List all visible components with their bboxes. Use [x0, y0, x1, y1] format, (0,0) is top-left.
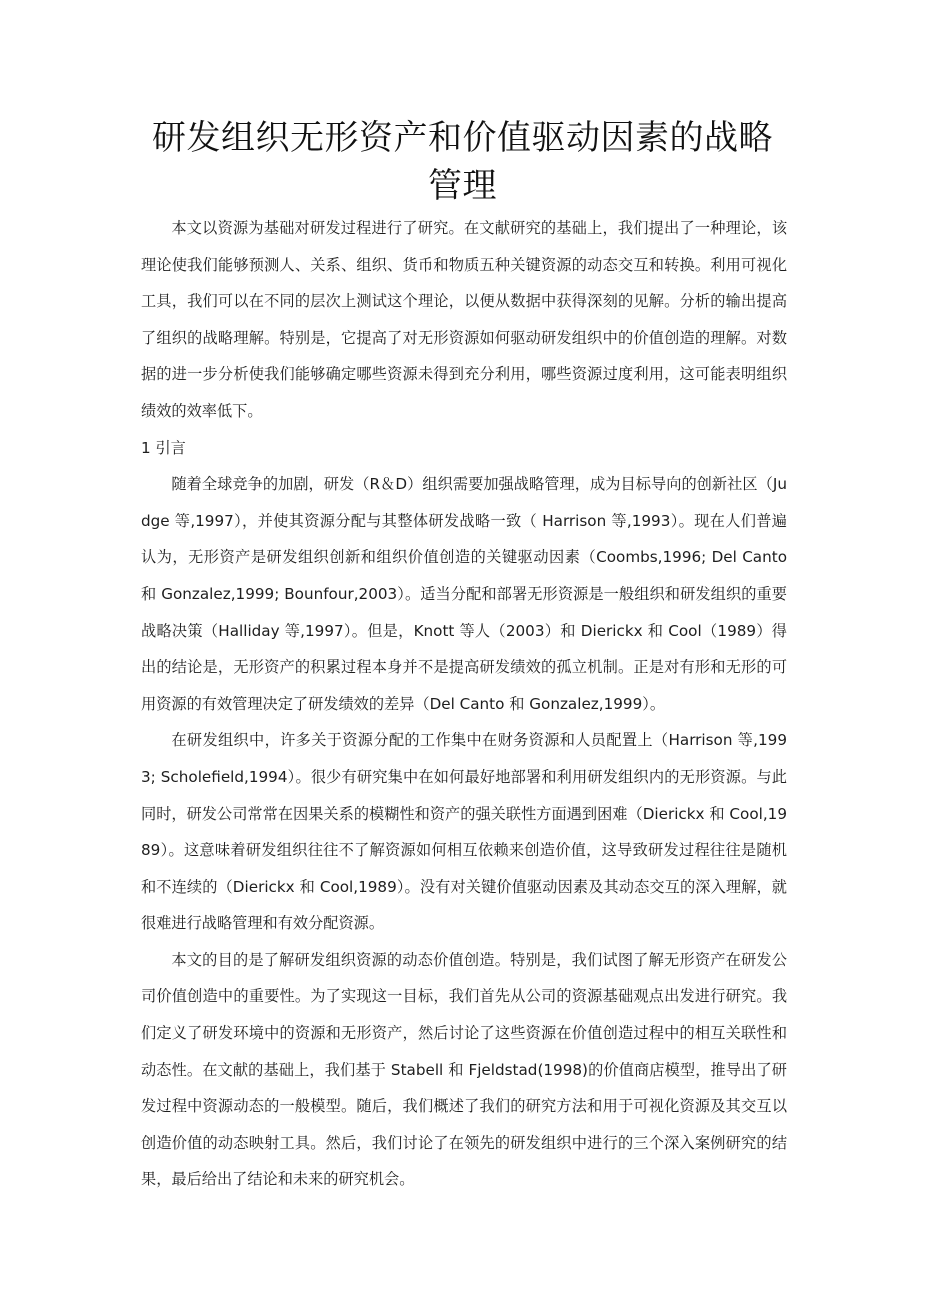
intro-paragraph-2: 在研发组织中，许多关于资源分配的工作集中在财务资源和人员配置上（Harrison 等,1993; Scholefield,1994）。很少有研究集中在如何最好地部署和利用研发组织内的无形资源。与此同时，研发公司常常在因果关系的模糊性和资产的强关联性方面遇到困难（Dierickx 和 Cool,1989）。这意味着研发组织往往不了解资源如何相互依赖来创造价值，这导致研发过程往往是随机和不连续的（Dierickx 和 Cool,1989）。没有对关键价值驱动因素及其动态交互的深入理解，就很难进行战略管理和有效分配资源。: [141, 731, 787, 933]
section-heading-introduction: 1 引言: [141, 438, 186, 457]
intro-paragraph-3: 本文的目的是了解研发组织资源的动态价值创造。特别是，我们试图了解无形资产在研发公司价值创造中的重要性。为了实现这一目标，我们首先从公司的资源基础观点出发进行研究。我们定义了研发环境中的资源和无形资产，然后讨论了这些资源在价值创造过程中的相互关联性和动态性。在文献的基础上，我们基于 Stabell 和 Fjeldstad(1998)的价值商店模型，推导出了研发过程中资源动态的一般模型。随后，我们概述了我们的研究方法和用于可视化资源及其交互以创造价值的动态映射工具。然后，我们讨论了在领先的研发组织中进行的三个深入案例研究的结果，最后给出了结论和未来的研究机会。: [141, 950, 787, 1189]
document-title: 研发组织无形资产和价值驱动因素的战略管理: [152, 118, 773, 206]
document-body: [141, 210, 787, 1198]
intro-paragraph-1: 随着全球竞争的加剧，研发（R＆D）组织需要加强战略管理，成为目标导向的创新社区（Judge 等,1997），并使其资源分配与其整体研发战略一致（ Harrison 等,1993）。现在人们普遍认为，无形资产是研发组织创新和组织价值创造的关键驱动因素（Coombs,1996; Del Canto 和 Gonzalez,1999; Bounfour,2003）。适当分配和部署无形资源是一般组织和研发组织的重要战略决策（Halliday 等,1997）。但是，Knott 等人（2003）和 Dierickx 和 Cool（1989）得出的结论是，无形资产的积累过程本身并不是提高研发绩效的孤立机制。正是对有形和无形的可用资源的有效管理决定了研发绩效的差异（Del Canto 和 Gonzalez,1999）。: [141, 475, 787, 713]
abstract-paragraph: 本文以资源为基础对研发过程进行了研究。在文献研究的基础上，我们提出了一种理论，该理论使我们能够预测人、关系、组织、货币和物质五种关键资源的动态交互和转换。利用可视化工具，我们可以在不同的层次上测试这个理论，以便从数据中获得深刻的见解。分析的输出提高了组织的战略理解。特别是，它提高了对无形资源如何驱动研发组织中的价值创造的理解。对数据的进一步分析使我们能够确定哪些资源未得到充分利用，哪些资源过度利用，这可能表明组织绩效的效率低下。: [141, 219, 787, 420]
